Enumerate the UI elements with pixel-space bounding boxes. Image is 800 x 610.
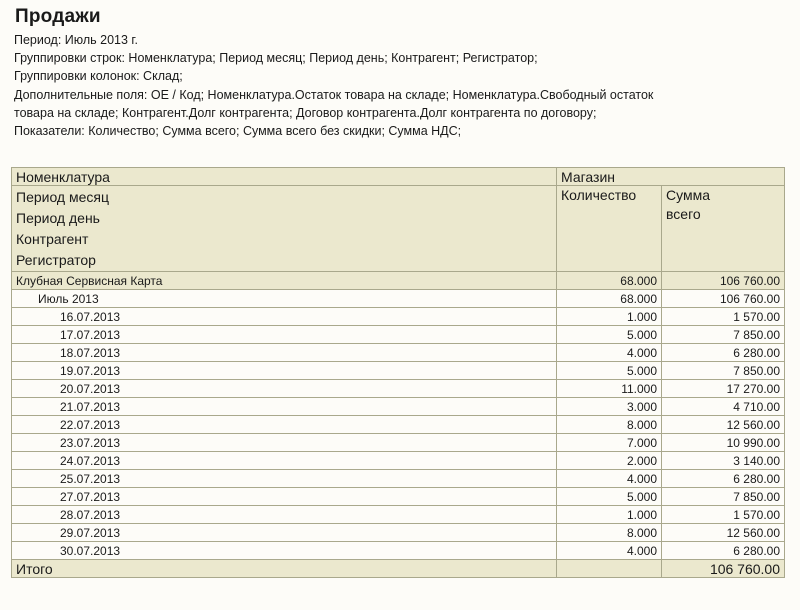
total-label: Итого [12, 560, 557, 578]
meta-extra-fields-cont: товара на складе; Контрагент.Долг контрагента; Договор контрагента.Долг контрагента по договору; [14, 105, 597, 120]
group-name: Клубная Сервисная Карта [12, 272, 557, 290]
meta-row-groupings: Группировки строк: Номенклатура; Период месяц; Период день; Контрагент; Регистратор; [14, 51, 538, 66]
table-row [12, 344, 785, 362]
table-row [12, 488, 785, 506]
sales-report-table [11, 167, 785, 578]
row-date: 20.07.2013 [12, 380, 557, 398]
column-header-sum-line1: Сумма [666, 187, 710, 203]
row-date: 22.07.2013 [12, 416, 557, 434]
table-row [12, 452, 785, 470]
row-date: 30.07.2013 [12, 542, 557, 560]
row-qty: 5.000 [557, 362, 662, 380]
row-sum: 3 140.00 [662, 452, 785, 470]
table-row [12, 542, 785, 560]
row-qty: 3.000 [557, 398, 662, 416]
row-qty: 7.000 [557, 434, 662, 452]
row-sum: 7 850.00 [662, 362, 785, 380]
row-sum: 17 270.00 [662, 380, 785, 398]
row-header-period-month: Период месяц [16, 189, 110, 205]
group-qty: 68.000 [557, 272, 662, 290]
column-header-sum [662, 186, 785, 272]
row-sum: 6 280.00 [662, 542, 785, 560]
total-sum: 106 760.00 [662, 560, 785, 578]
row-date: 18.07.2013 [12, 344, 557, 362]
meta-column-groupings: Группировки колонок: Склад; [14, 69, 183, 84]
row-sum: 7 850.00 [662, 326, 785, 344]
row-sum: 12 560.00 [662, 416, 785, 434]
row-header-nomenclature: Номенклатура [12, 168, 557, 186]
meta-indicators: Показатели: Количество; Сумма всего; Сумма всего без скидки; Сумма НДС; [14, 124, 462, 139]
table-row [12, 470, 785, 488]
table-row [12, 398, 785, 416]
row-header-counterparty: Контрагент [16, 231, 89, 247]
table-row [12, 416, 785, 434]
row-sum: 6 280.00 [662, 344, 785, 362]
row-sum: 4 710.00 [662, 398, 785, 416]
row-date: 27.07.2013 [12, 488, 557, 506]
row-date: 23.07.2013 [12, 434, 557, 452]
row-date: 19.07.2013 [12, 362, 557, 380]
report-header [14, 6, 794, 140]
subgroup-qty: 68.000 [557, 290, 662, 308]
row-qty: 1.000 [557, 308, 662, 326]
column-header-sum-line2: всего [666, 206, 701, 222]
row-qty: 5.000 [557, 326, 662, 344]
table-row [12, 362, 785, 380]
row-date: 24.07.2013 [12, 452, 557, 470]
row-sum: 6 280.00 [662, 470, 785, 488]
table-row [12, 380, 785, 398]
row-qty: 11.000 [557, 380, 662, 398]
row-header-registrar: Регистратор [16, 252, 96, 268]
table-row [12, 506, 785, 524]
row-date: 25.07.2013 [12, 470, 557, 488]
header-row-1 [12, 168, 785, 186]
row-qty: 4.000 [557, 344, 662, 362]
report-settings [14, 31, 794, 140]
row-qty: 2.000 [557, 452, 662, 470]
row-date: 16.07.2013 [12, 308, 557, 326]
meta-period: Период: Июль 2013 г. [14, 33, 138, 47]
table-row [12, 524, 785, 542]
row-header-stack [12, 186, 557, 272]
group-sum: 106 760.00 [662, 272, 785, 290]
table-row [12, 434, 785, 452]
report-title: Продажи [15, 6, 101, 27]
row-sum: 12 560.00 [662, 524, 785, 542]
row-qty: 5.000 [557, 488, 662, 506]
row-qty: 4.000 [557, 470, 662, 488]
row-date: 17.07.2013 [12, 326, 557, 344]
row-sum: 1 570.00 [662, 308, 785, 326]
subgroup-row [12, 290, 785, 308]
row-date: 29.07.2013 [12, 524, 557, 542]
subgroup-name: Июль 2013 [12, 290, 557, 308]
row-date: 28.07.2013 [12, 506, 557, 524]
row-date: 21.07.2013 [12, 398, 557, 416]
subgroup-sum: 106 760.00 [662, 290, 785, 308]
row-header-period-day: Период день [16, 210, 100, 226]
row-qty: 8.000 [557, 524, 662, 542]
table-row [12, 308, 785, 326]
row-sum: 7 850.00 [662, 488, 785, 506]
group-row [12, 272, 785, 290]
row-qty: 4.000 [557, 542, 662, 560]
row-qty: 8.000 [557, 416, 662, 434]
total-row [12, 560, 785, 578]
row-qty: 1.000 [557, 506, 662, 524]
column-header-quantity: Количество [557, 186, 662, 272]
total-qty-empty [557, 560, 662, 578]
header-row-2 [12, 186, 785, 272]
row-sum: 10 990.00 [662, 434, 785, 452]
meta-extra-fields: Дополнительные поля: ОЕ / Код; Номенклатура.Остаток товара на складе; Номенклатура.Свободный остаток [14, 87, 654, 102]
column-group-store: Магазин [557, 168, 785, 186]
table-row [12, 326, 785, 344]
row-sum: 1 570.00 [662, 506, 785, 524]
